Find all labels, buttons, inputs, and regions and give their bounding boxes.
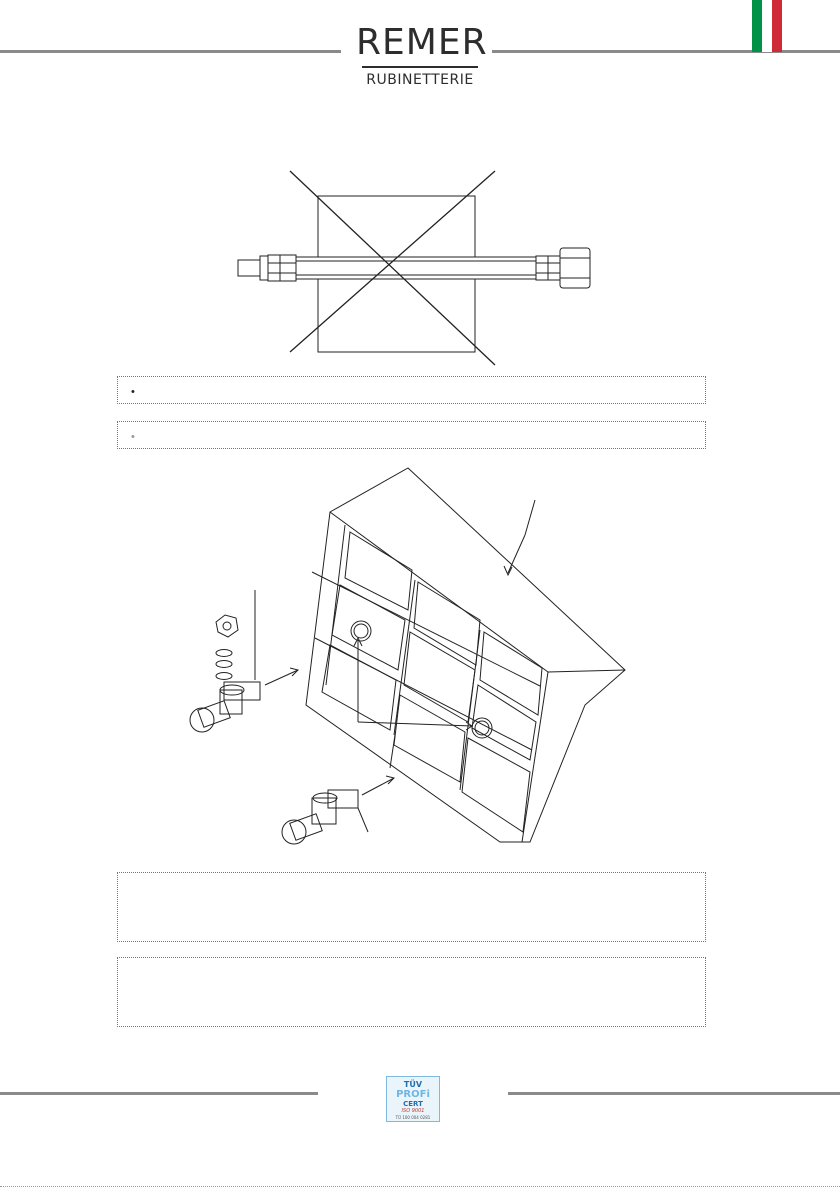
bottom-dotted-rule (0, 1186, 840, 1187)
brand-name: REMER (356, 22, 488, 63)
header-rule-left (0, 50, 341, 53)
badge-line-4: ISO 9001 (401, 1108, 425, 1114)
tuv-certification-badge (386, 1076, 440, 1122)
note-box-2 (117, 421, 706, 449)
hose-through-wall-prohibited-diagram (220, 165, 620, 370)
note-bullet-1: • (131, 386, 135, 398)
note-box-3 (117, 872, 706, 942)
header-rule-right (492, 50, 840, 53)
badge-line-5: TÜ 100 004 0281 (395, 1115, 431, 1120)
badge-line-3: CERT (403, 1100, 423, 1108)
note-box-1 (117, 376, 706, 404)
flag-red (772, 0, 782, 52)
footer-rule-right (508, 1092, 840, 1095)
brand-logo (356, 22, 488, 88)
note-bullet-2: • (131, 431, 135, 443)
flag-white (762, 0, 772, 52)
footer-rule-left (0, 1092, 318, 1095)
brand-subtitle: RUBINETTERIE (366, 72, 474, 88)
italian-flag-icon (752, 0, 782, 52)
wall-valve-installation-diagram (180, 460, 650, 860)
badge-line-1: TÜV (403, 1080, 423, 1089)
note-box-4 (117, 957, 706, 1027)
badge-line-2: PROFi (396, 1089, 430, 1100)
flag-green (752, 0, 762, 52)
logo-rule (362, 66, 478, 68)
